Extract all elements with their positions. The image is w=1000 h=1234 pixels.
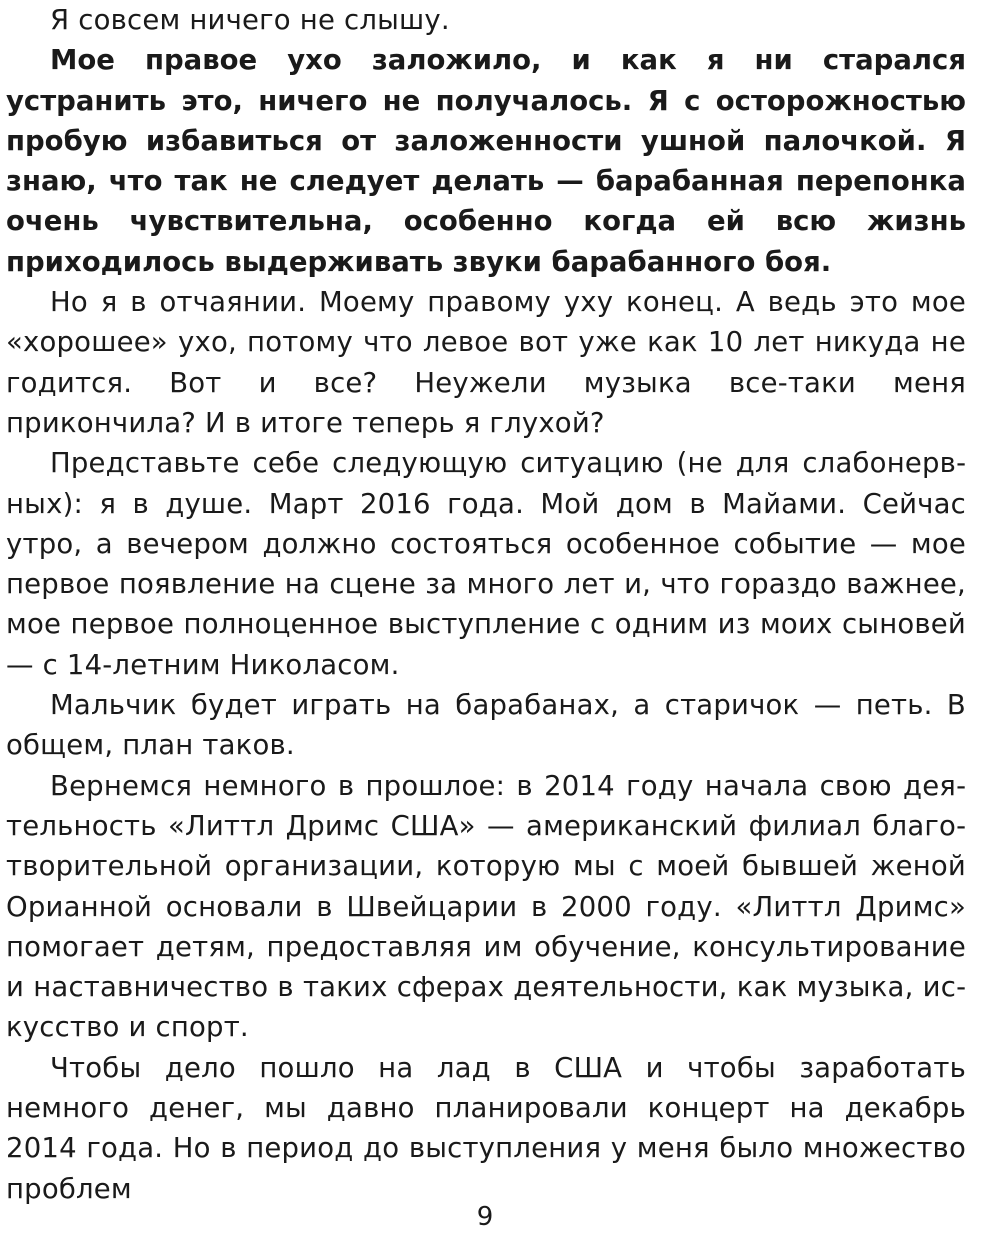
paragraph-3: Но я в отчаянии. Моему правому уху конец. А ведь это мое «хорошее» ухо, потому что левое вот уже как 10 лет никуда не годится. Вот и все? Неужели музыка все-таки меня прикончила? И в итоге теперь я глухой? [6, 286, 966, 439]
page-number: 9 [476, 1202, 494, 1232]
paragraph-6: Вернемся немного в прошлое: в 2014 году начала свою деятельность «Литтл Дримс США» — американский филиал благотворительной организации, которую мы с моей бывшей женой Орианной основали в Швейцарии в 2000 году. «Литтл Дримс» помогает детям, предоставляя им обучение, консультирование и наставничество в таких сферах деятельности, как музыка, искусство и спорт. [6, 769, 966, 1044]
paragraph-4: Представьте себе следующую ситуацию (не для слабонервных): я в душе. Март 2016 года. Мой дом в Майами. Сейчас утро, а вечером должно состояться особенное событие — мое первое появление на сцене за много лет и, что гораздо важнее, мое первое полноценное выступление с одним из моих сыновей — с 14-летним Николасом. [6, 447, 966, 681]
paragraph-5: Мальчик будет играть на барабанах, а старичок — петь. В общем, план таков. [6, 689, 966, 762]
paragraph-2-bold: Мое правое ухо заложило, и как я ни старался устранить это, ничего не получалось. Я с осторожностью пробую избавиться от заложенности ушной палочкой. Я знаю, что так не следует делать — барабанная перепонка очень чувствительна, особенно когда ей всю жизнь приходилось выдерживать звуки барабанного боя. [6, 44, 966, 278]
body-text [6, 0, 966, 1209]
paragraph-7: Чтобы дело пошло на лад в США и чтобы заработать немного денег, мы давно планировали концерт на декабрь 2014 года. Но в период до выступления у меня было множество проблем [6, 1051, 966, 1205]
paragraph-1: Я совсем ничего не слышу. [50, 4, 450, 36]
